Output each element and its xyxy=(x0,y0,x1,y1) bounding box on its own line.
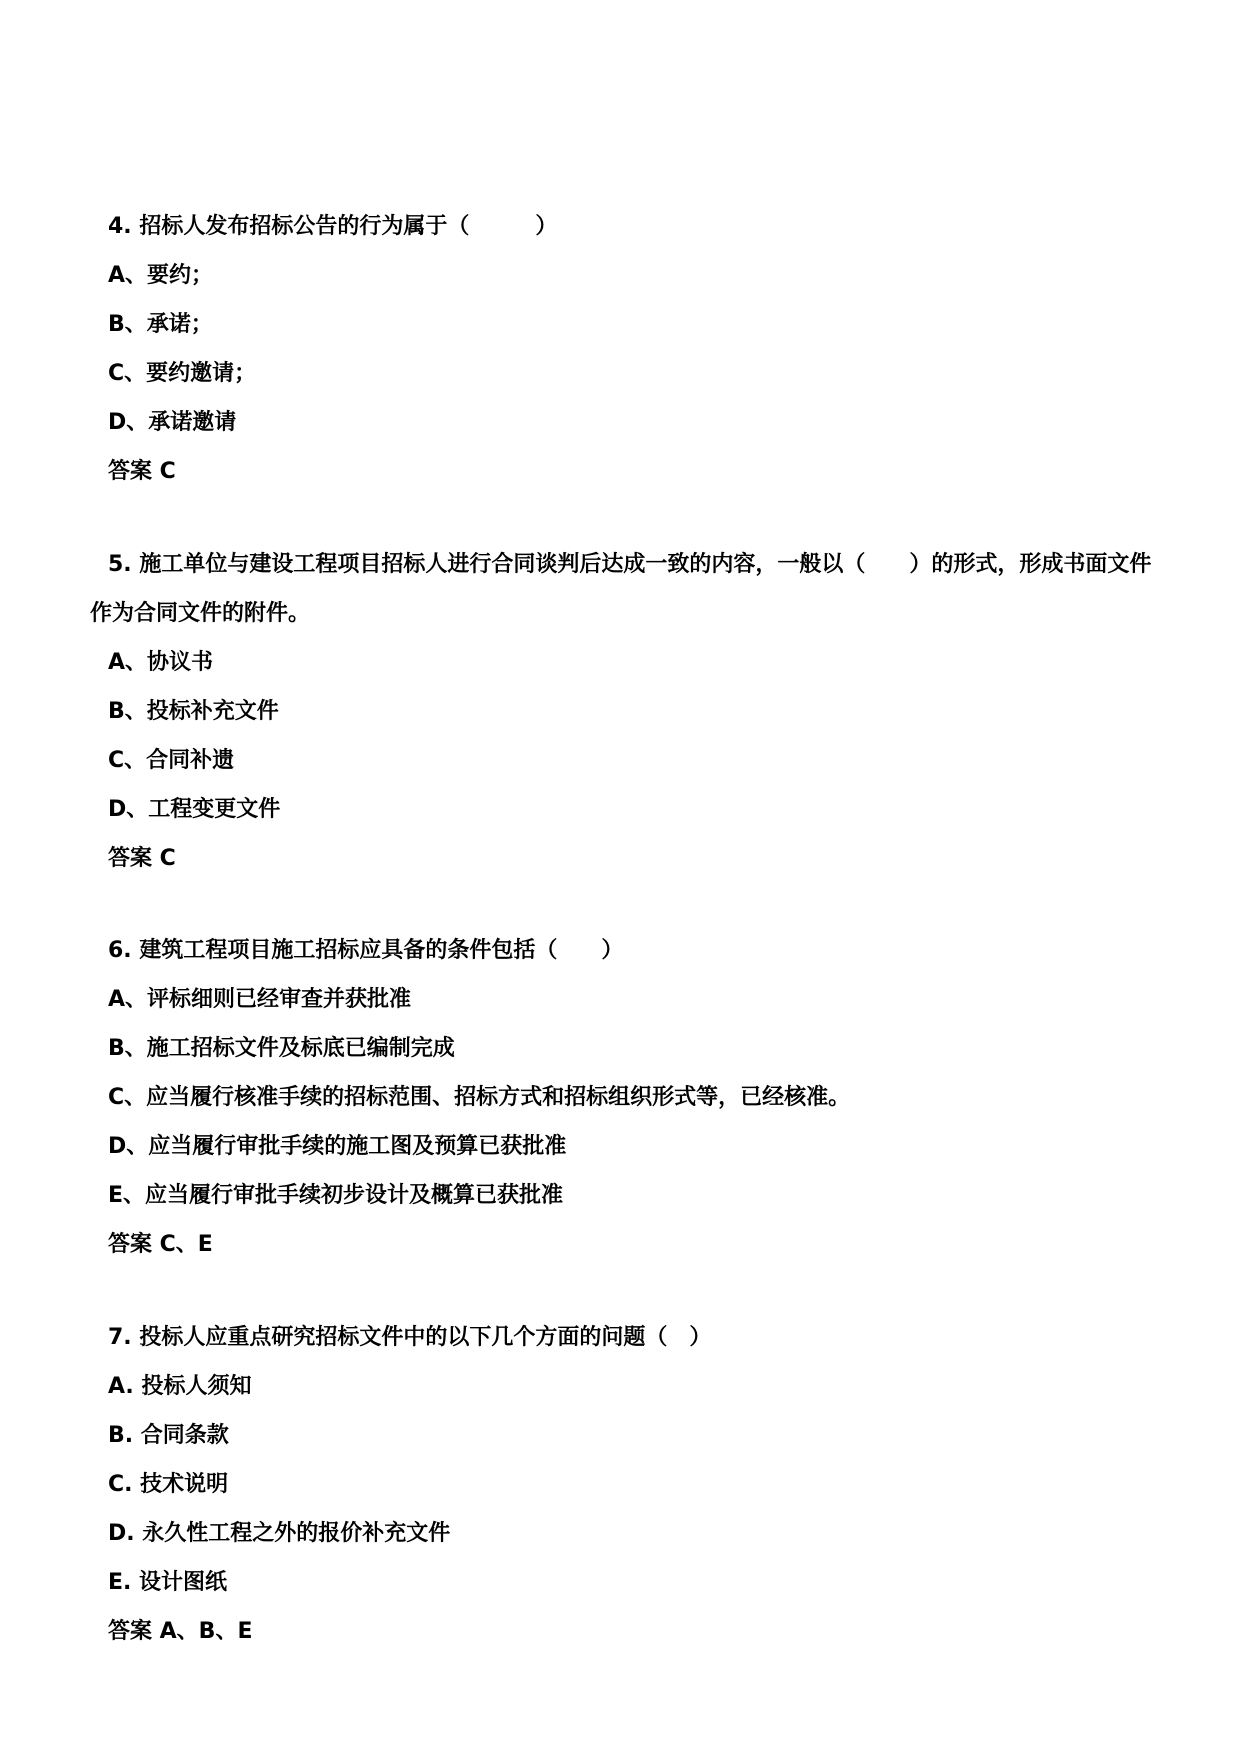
option-a: A、要约； xyxy=(108,263,214,288)
option-d: D、承诺邀请 xyxy=(108,410,237,435)
option-b: B、施工招标文件及标底已编制完成 xyxy=(108,1036,455,1061)
option-b: B. 合同条款 xyxy=(108,1423,229,1448)
option-d: D、工程变更文件 xyxy=(108,797,281,822)
question-stem: 6. 建筑工程项目施工招标应具备的条件包括（ ） xyxy=(108,938,624,963)
option-c: C. 技术说明 xyxy=(108,1472,229,1497)
option-d: D. 永久性工程之外的报价补充文件 xyxy=(108,1521,451,1546)
option-b: B、投标补充文件 xyxy=(108,699,279,724)
option-c: C、合同补遗 xyxy=(108,748,235,773)
option-e: E、应当履行审批手续初步设计及概算已获批准 xyxy=(108,1183,564,1208)
option-e: E. 设计图纸 xyxy=(108,1570,228,1595)
answer: 答案 A、B、E xyxy=(108,1619,253,1644)
question-stem: 5. 施工单位与建设工程项目招标人进行合同谈判后达成一致的内容，一般以（ ）的形式，形成书面文件作为合同文件的附件。 xyxy=(90,552,1152,626)
option-a: A、评标细则已经审查并获批准 xyxy=(108,987,412,1012)
option-a: A. 投标人须知 xyxy=(108,1374,252,1399)
question-6 xyxy=(90,926,1160,1269)
option-c: C、应当履行核准手续的招标范围、招标方式和招标组织形式等，已经核准。 xyxy=(108,1085,851,1110)
answer: 答案 C xyxy=(108,459,176,484)
question-5 xyxy=(90,540,1160,883)
option-d: D、应当履行审批手续的施工图及预算已获批准 xyxy=(108,1134,567,1159)
question-stem: 7. 投标人应重点研究招标文件中的以下几个方面的问题（ ） xyxy=(108,1325,712,1350)
option-b: B、承诺； xyxy=(108,312,213,337)
answer: 答案 C、E xyxy=(108,1232,213,1257)
option-a: A、协议书 xyxy=(108,650,214,675)
question-stem: 4. 招标人发布招标公告的行为属于（ ） xyxy=(108,214,558,239)
question-7 xyxy=(90,1313,1160,1656)
question-4 xyxy=(90,202,1160,496)
option-c: C、要约邀请； xyxy=(108,361,257,386)
answer: 答案 C xyxy=(108,846,176,871)
